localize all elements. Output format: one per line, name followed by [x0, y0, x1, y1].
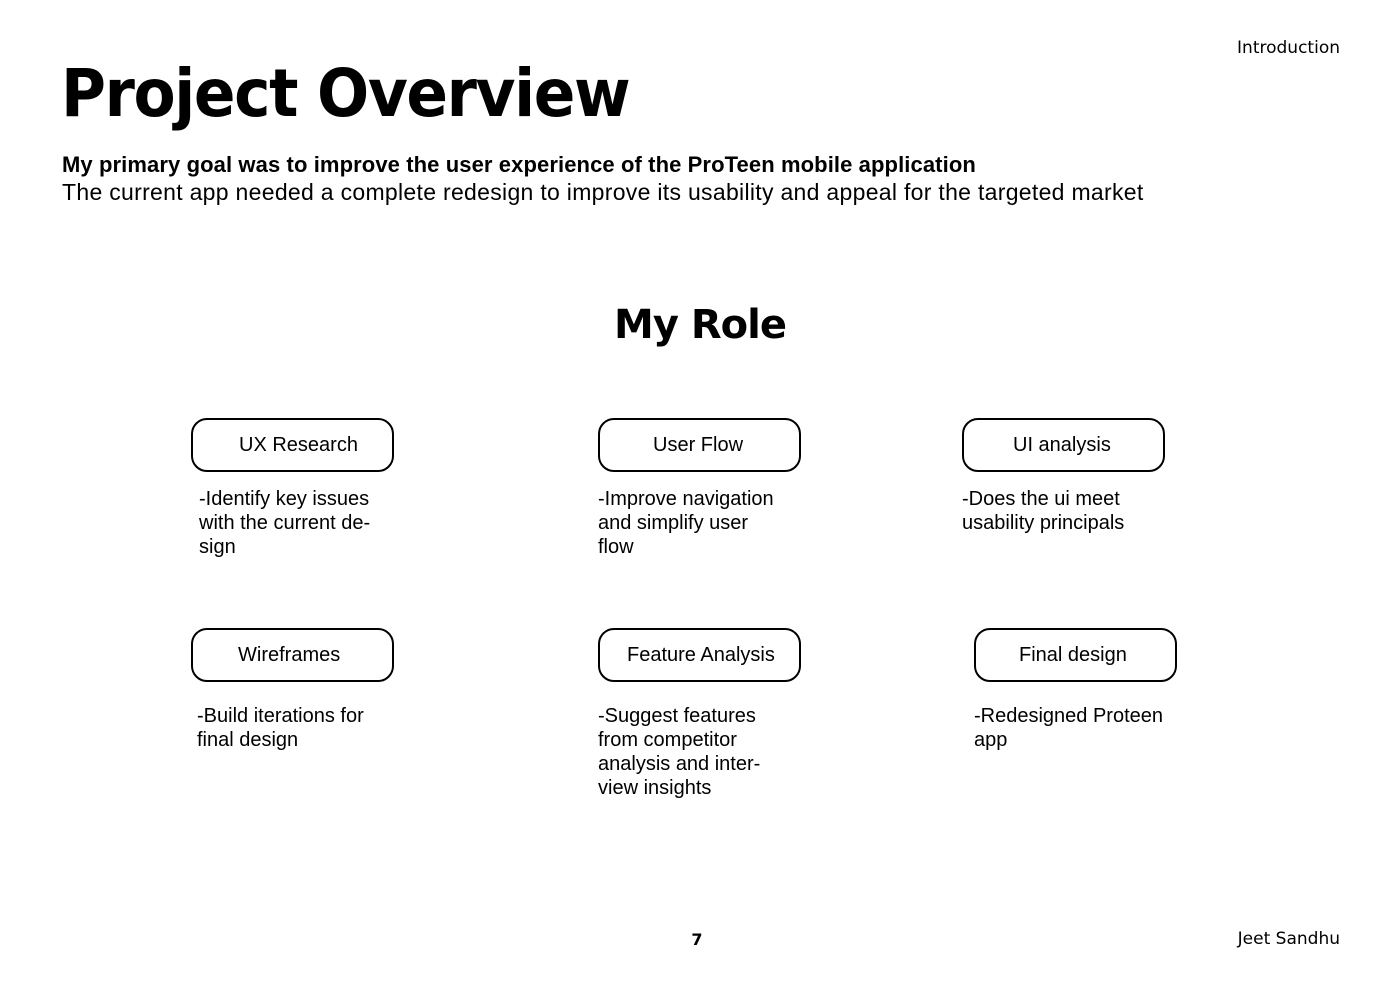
role-desc-ui-analysis: -Does the ui meet usability principals	[962, 488, 1125, 534]
role-pill-label: Final design	[1019, 643, 1127, 666]
role-pill-label: UX Research	[239, 433, 358, 456]
role-pill-wireframes[interactable]	[191, 628, 394, 682]
section-label: Introduction	[1237, 38, 1340, 58]
role-pill-label: UI analysis	[1013, 433, 1111, 456]
description-text: The current app needed a complete redesign to improve its usability and appeal for the targeted market	[62, 179, 1144, 205]
role-heading: My Role	[614, 302, 786, 348]
role-pill-final-design[interactable]	[974, 628, 1177, 682]
primary-goal-text: My primary goal was to improve the user experience of the ProTeen mobile application	[62, 152, 976, 177]
page-number: 7	[691, 930, 703, 949]
role-pill-label: Wireframes	[238, 643, 341, 666]
page-title: Project Overview	[61, 55, 630, 132]
role-pill-ux-research[interactable]	[191, 418, 394, 472]
role-desc-user-flow: -Improve navigation and simplify user flow	[598, 488, 774, 558]
author-name: Jeet Sandhu	[1237, 929, 1340, 949]
role-pill-feature-analysis[interactable]	[598, 628, 801, 682]
role-desc-final-design: -Redesigned Proteen app	[974, 705, 1164, 751]
role-desc-wireframes: -Build iterations for final design	[197, 705, 364, 751]
role-pill-ui-analysis[interactable]	[962, 418, 1165, 472]
role-desc-ux-research: -Identify key issues with the current de- sign	[199, 488, 371, 558]
role-pill-label: User Flow	[653, 433, 744, 456]
role-pill-label: Feature Analysis	[627, 643, 775, 666]
role-pill-user-flow[interactable]	[598, 418, 801, 472]
role-desc-feature-analysis: -Suggest features from competitor analysis and inter- view insights	[598, 705, 761, 799]
